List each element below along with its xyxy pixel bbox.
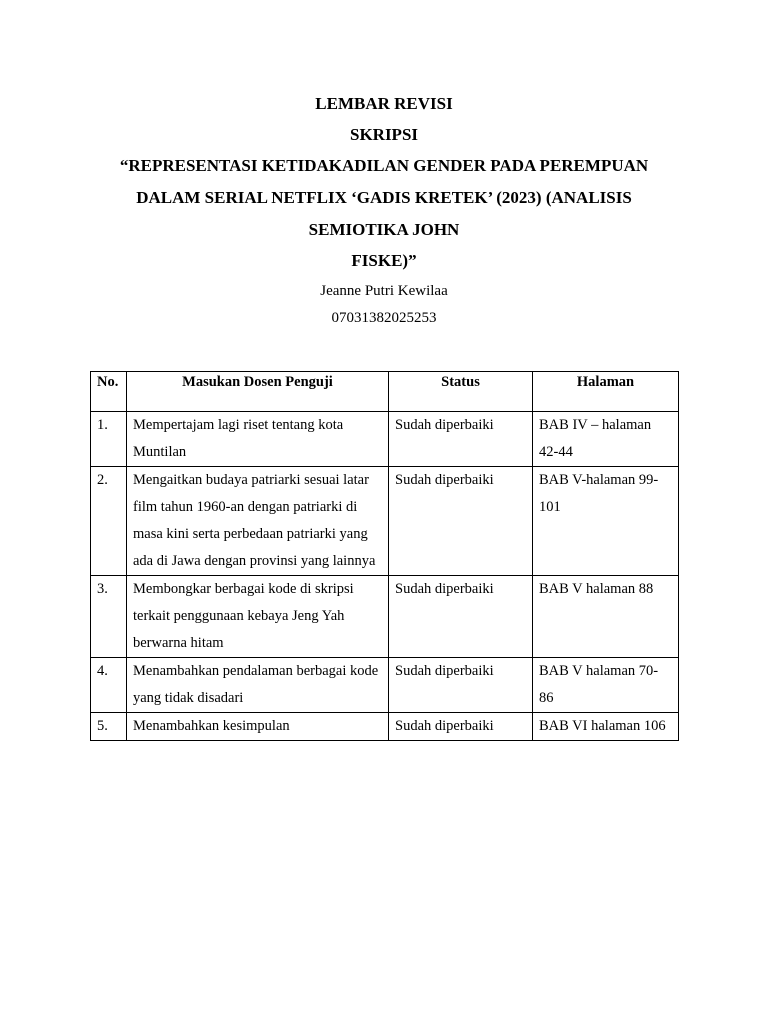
row-number: 4. — [91, 658, 127, 713]
document-subtitle: SKRIPSI — [349, 125, 419, 144]
thesis-title-line-3: SEMIOTIKA JOHN — [308, 220, 460, 239]
row-masukan: Menambahkan kesimpulan — [127, 713, 389, 741]
row-masukan: Mengaitkan budaya patriarki sesuai latar film tahun 1960-an dengan patriarki di masa kini serta perbedaan patriarki yang ada di Jawa dengan provinsi yang lainnya — [127, 467, 389, 576]
author-name: Jeanne Putri Kewilaa — [320, 283, 448, 299]
header-no: No. — [91, 372, 127, 412]
row-masukan: Mempertajam lagi riset tentang kota Muntilan — [127, 412, 389, 467]
thesis-title-line-4: FISKE)” — [351, 251, 417, 270]
header-status: Status — [389, 372, 533, 412]
student-id: 07031382025253 — [331, 310, 437, 326]
row-number: 5. — [91, 713, 127, 741]
row-masukan: Menambahkan pendalaman berbagai kode yang tidak disadari — [127, 658, 389, 713]
row-masukan: Membongkar berbagai kode di skripsi terkait penggunaan kebaya Jeng Yah berwarna hitam — [127, 576, 389, 658]
row-status: Sudah diperbaiki — [389, 713, 533, 741]
table-row — [91, 658, 679, 713]
table-row — [91, 467, 679, 576]
row-number: 2. — [91, 467, 127, 576]
table-row — [91, 412, 679, 467]
thesis-title-line-2: DALAM SERIAL NETFLIX ‘GADIS KRETEK’ (2023) (ANALISIS — [136, 188, 632, 207]
thesis-title-line-1: “REPRESENTASI KETIDAKADILAN GENDER PADA PEREMPUAN — [119, 156, 649, 175]
document-title: LEMBAR REVISI — [315, 94, 453, 113]
revision-table — [90, 371, 679, 741]
table-row — [91, 713, 679, 741]
table-row — [91, 576, 679, 658]
row-halaman: BAB VI halaman 106 — [533, 713, 679, 741]
header-halaman: Halaman — [533, 372, 679, 412]
row-number: 1. — [91, 412, 127, 467]
row-number: 3. — [91, 576, 127, 658]
table-header-row — [91, 372, 679, 412]
row-status: Sudah diperbaiki — [389, 412, 533, 467]
row-halaman: BAB V halaman 70-86 — [533, 658, 679, 713]
header-masukan: Masukan Dosen Penguji — [127, 372, 389, 412]
row-status: Sudah diperbaiki — [389, 576, 533, 658]
row-status: Sudah diperbaiki — [389, 467, 533, 576]
row-halaman: BAB V-halaman 99-101 — [533, 467, 679, 576]
row-halaman: BAB V halaman 88 — [533, 576, 679, 658]
row-halaman: BAB IV – halaman 42-44 — [533, 412, 679, 467]
row-status: Sudah diperbaiki — [389, 658, 533, 713]
